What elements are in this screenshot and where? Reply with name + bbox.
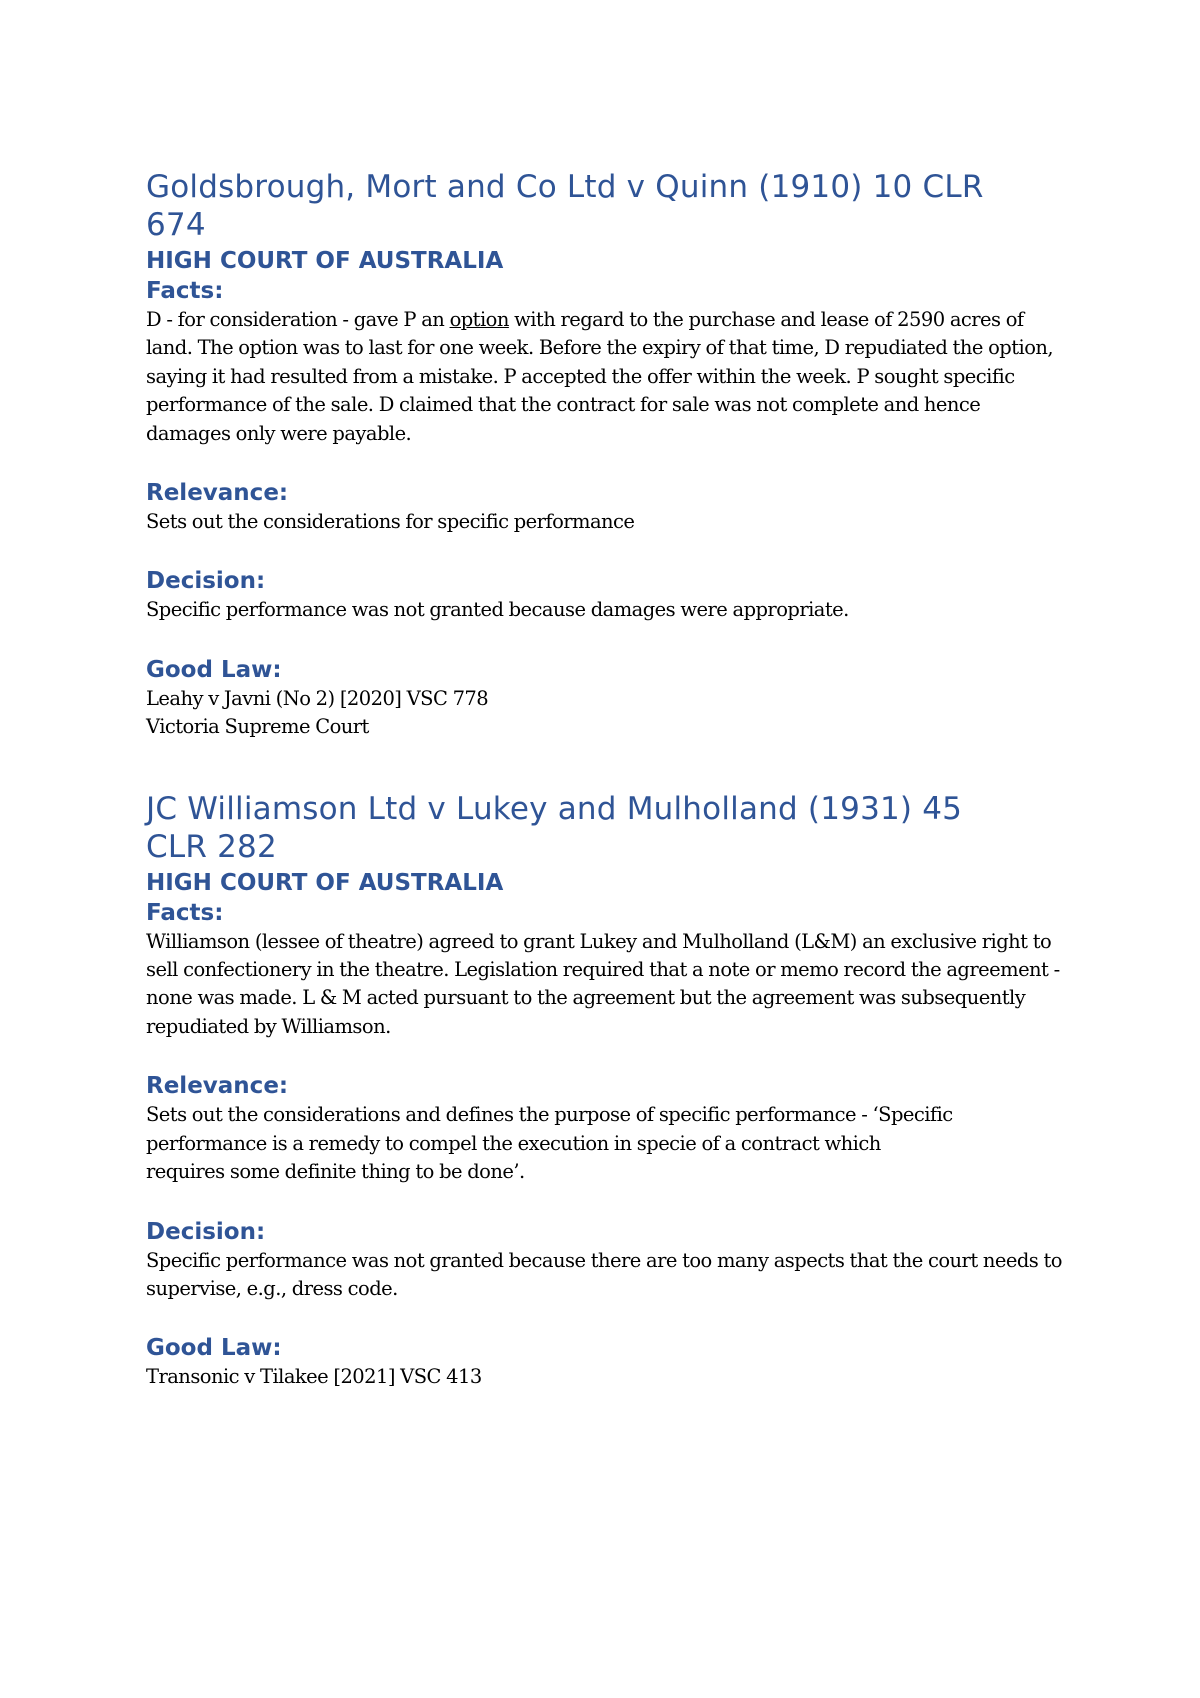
case-1-facts-text	[146, 306, 1066, 448]
case-1-facts-heading: Facts:	[146, 278, 224, 304]
case-1-court: HIGH COURT OF AUSTRALIA	[146, 248, 504, 274]
case-2-relevance-line2: requires some definite thing to be done’.	[146, 1160, 525, 1184]
case-2-facts-heading: Facts:	[146, 899, 224, 926]
case-2-goodlaw-heading: Good Law:	[146, 1335, 282, 1362]
case-1-title	[146, 168, 1066, 244]
case-2-title-line2: CLR 282	[146, 828, 277, 865]
case-2-relevance-line1: Sets out the considerations and defines the purpose of specific performance - ‘Specific performance is a remedy to compel the execution in specie of a contract which	[146, 1103, 953, 1155]
case-1-title-line1: Goldsbrough, Mort and Co Ltd v Quinn (1910) 10 CLR	[146, 169, 984, 205]
case-1-goodlaw-line2: Victoria Supreme Court	[146, 715, 369, 739]
case-2-facts-text: Williamson (lessee of theatre) agreed to grant Lukey and Mulholland (L&M) an exclusive right to sell confectionery in the theatre. Legislation required that a note or memo record the agreement - none was made. L & M acted pursuant to the agreement but the agreement was subsequently repudiated by Williamson.	[146, 929, 1060, 1038]
case-1-facts-pre: D - for consideration - gave P an	[146, 308, 450, 331]
case-1-relevance-heading: Relevance:	[146, 480, 289, 507]
case-1-goodlaw-line1: Leahy v Javni (No 2) [2020] VSC 778	[146, 686, 489, 710]
case-2-relevance-text	[146, 1101, 1066, 1186]
case-2-decision-text: Specific performance was not granted because there are too many aspects that the court needs to supervise, e.g., dress code.	[146, 1248, 1062, 1300]
case-1-facts-option: option	[449, 308, 509, 331]
case-2-title	[146, 790, 1066, 866]
case-2-relevance-heading: Relevance:	[146, 1073, 289, 1100]
case-1-goodlaw-heading: Good Law:	[146, 656, 282, 683]
case-2	[146, 790, 1066, 1392]
case-2-decision-heading: Decision:	[146, 1218, 266, 1245]
case-1-relevance-text: Sets out the considerations for specific performance	[146, 510, 635, 534]
case-1-decision-heading: Decision:	[146, 568, 266, 595]
case-1-facts-post: with regard to the purchase and lease of 2590 acres of land. The option was to last for one week. Before the expiry of that time, D repudiated the option, saying it had resulted from a mistake. P accepted the offer within the week. P sought specific performance of the sale. D claimed that the contract for sale was not complete and hence damages only were payable.	[146, 308, 1054, 445]
case-1-decision-text: Specific performance was not granted because damages were appropriate.	[146, 598, 849, 622]
case-1	[146, 168, 1066, 742]
case-2-title-line1: JC Williamson Ltd v Lukey and Mulholland (1931) 45	[146, 790, 963, 827]
case-1-title-line2: 674	[146, 207, 206, 243]
case-2-goodlaw-line1: Transonic v Tilakee [2021] VSC 413	[146, 1365, 482, 1389]
case-2-court: HIGH COURT OF AUSTRALIA	[146, 869, 504, 896]
document-page	[146, 168, 1066, 1392]
